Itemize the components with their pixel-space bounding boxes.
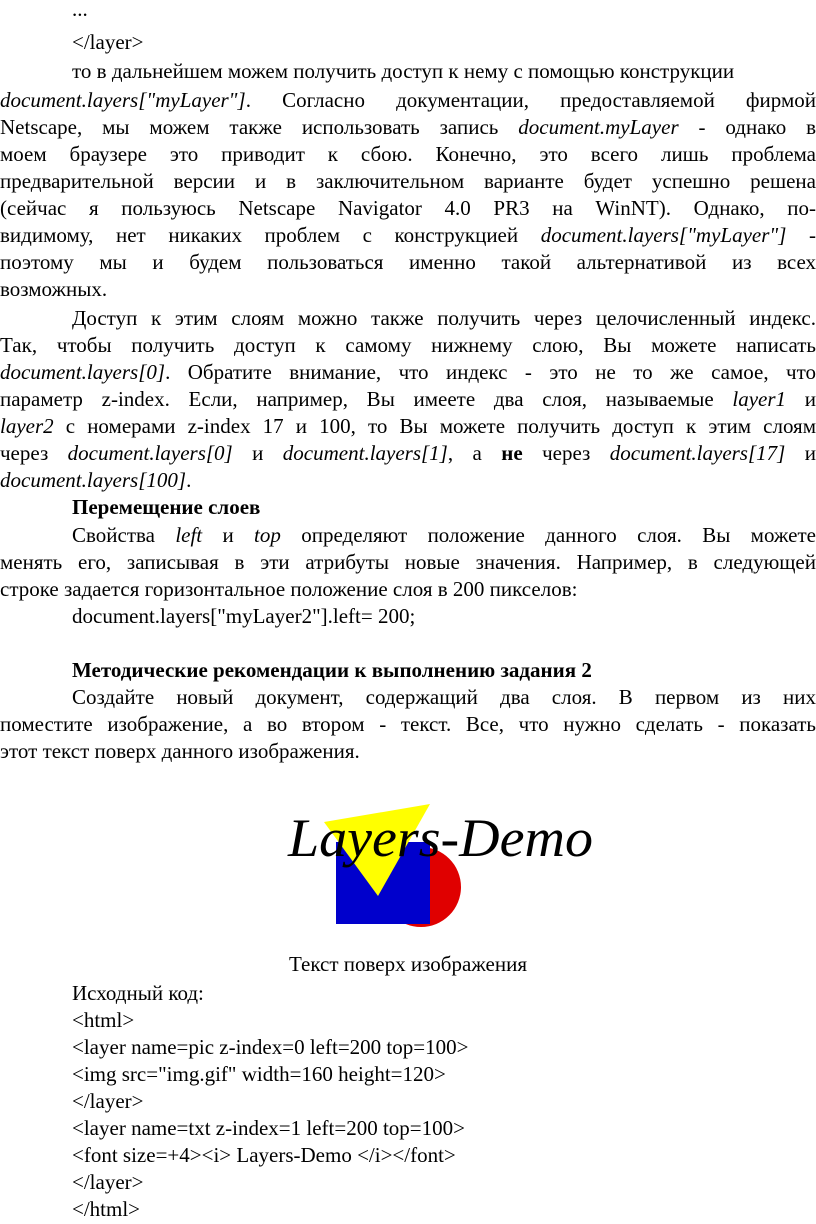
source-line: <font size=+4><i> Layers-Demo </i></font>: [72, 1143, 456, 1167]
para3-line3: строке задается горизонтальное положение слоя в 200 пикселов:: [0, 577, 578, 601]
text: . Согласно документации, предоставляемой фирмой: [245, 88, 816, 112]
para2-line2: Так, чтобы получить доступ к самому нижнему слою, Вы можете написать: [0, 333, 816, 357]
text: и: [232, 441, 283, 465]
layers-demo-figure: [280, 800, 600, 935]
source-label: Исходный код:: [72, 981, 204, 1005]
para1-line5: предварительной версии и в заключительном варианте будет успешно решена: [0, 169, 816, 193]
source-line: </layer>: [72, 1170, 144, 1194]
para1-line4: моем браузере это приводит к сбою. Конечно, это всего лишь проблема: [0, 142, 816, 166]
source-line: </html>: [72, 1197, 141, 1221]
para4-line1: Создайте новый документ, содержащий два слоя. В первом из них: [72, 685, 816, 709]
text: . Обратите внимание, что индекс - это не то же самое, что: [165, 360, 816, 384]
code-ref: document.layers["myLayer"]: [0, 88, 246, 112]
text: через: [0, 441, 68, 465]
para4-line3: этот текст поверх данного изображения.: [0, 739, 360, 763]
para1-line6: (сейчас я пользуюсь Netscape Navigator 4.0 PR3 на WinNT). Однако, по-: [0, 196, 816, 220]
text: через: [522, 441, 610, 465]
code-ref: layer1: [732, 387, 787, 411]
code-ref: layer2: [0, 414, 54, 438]
text: .: [186, 468, 192, 492]
code-ref: left: [175, 523, 203, 547]
para2-line6: [0, 440, 816, 467]
text: параметр z-index. Если, например, Вы имеете два слоя, называемые: [0, 387, 733, 411]
bold-word: не: [501, 441, 523, 465]
text: и: [202, 523, 255, 547]
section-heading-task2: Методические рекомендации к выполнению задания 2: [72, 658, 592, 682]
text: и: [786, 387, 816, 411]
code-ref: document.layers[100]: [0, 468, 187, 492]
code-ref: document.layers[0]: [0, 360, 166, 384]
code-ref: document.layers[1]: [282, 441, 448, 465]
code-ref: document.myLayer: [518, 115, 679, 139]
para2-line1: Доступ к этим слоям можно также получить через целочисленный индекс.: [72, 306, 816, 330]
layers-demo-image: [280, 800, 600, 935]
section-heading-moving-layers: Перемещение слоев: [72, 495, 261, 519]
text: видимому, нет никаких проблем с конструкцией: [0, 223, 541, 247]
text: с номерами z-index 17 и 100, то Вы можете получить доступ к этим слоям: [53, 414, 816, 438]
source-line: <layer name=txt z-index=1 left=200 top=100>: [72, 1116, 465, 1140]
para4-line2: поместите изображение, а во втором - текст. Все, что нужно сделать - показать: [0, 712, 816, 736]
para1-line3: [0, 114, 816, 141]
code-ref: document.layers[17]: [609, 441, 786, 465]
ellipsis: ...: [72, 0, 88, 21]
para2-line3: [0, 359, 816, 386]
figure-caption: Текст поверх изображения: [289, 952, 527, 976]
source-line: </layer>: [72, 1089, 144, 1113]
para3-line1: [72, 522, 816, 549]
source-line: <img src="img.gif" width=160 height=120>: [72, 1062, 446, 1086]
text: Свойства: [72, 523, 176, 547]
para1-line8: поэтому мы и будем пользоваться именно такой альтернативой из всех: [0, 250, 816, 274]
code-ref: document.layers["myLayer"]: [540, 223, 787, 247]
para1-line9: возможных.: [0, 277, 108, 301]
code-ref: document.layers[0]: [67, 441, 233, 465]
para1-line2: [0, 87, 816, 114]
text: Netscape, мы можем также использовать запись: [0, 115, 519, 139]
code-end-layer: </layer>: [72, 30, 144, 54]
code-example: document.layers["myLayer2"].left= 200;: [72, 604, 416, 628]
source-line: <html>: [72, 1008, 135, 1032]
code-ref: top: [254, 523, 281, 547]
logo-text: Layers-Demo: [286, 808, 593, 868]
text: и: [785, 441, 816, 465]
text: -: [786, 223, 816, 247]
para1-line1: то в дальнейшем можем получить доступ к нему с помощью конструкции: [72, 59, 735, 83]
source-line: <layer name=pic z-index=0 left=200 top=100>: [72, 1035, 469, 1059]
text: , а: [447, 441, 502, 465]
para2-line4: [0, 386, 816, 413]
para2-line7: [0, 467, 816, 494]
para1-line7: [0, 222, 816, 249]
para3-line2: менять его, записывая в эти атрибуты новые значения. Например, в следующей: [0, 550, 816, 574]
para2-line5: [0, 413, 816, 440]
text: - однако в: [678, 115, 816, 139]
text: определяют положение данного слоя. Вы можете: [280, 523, 816, 547]
